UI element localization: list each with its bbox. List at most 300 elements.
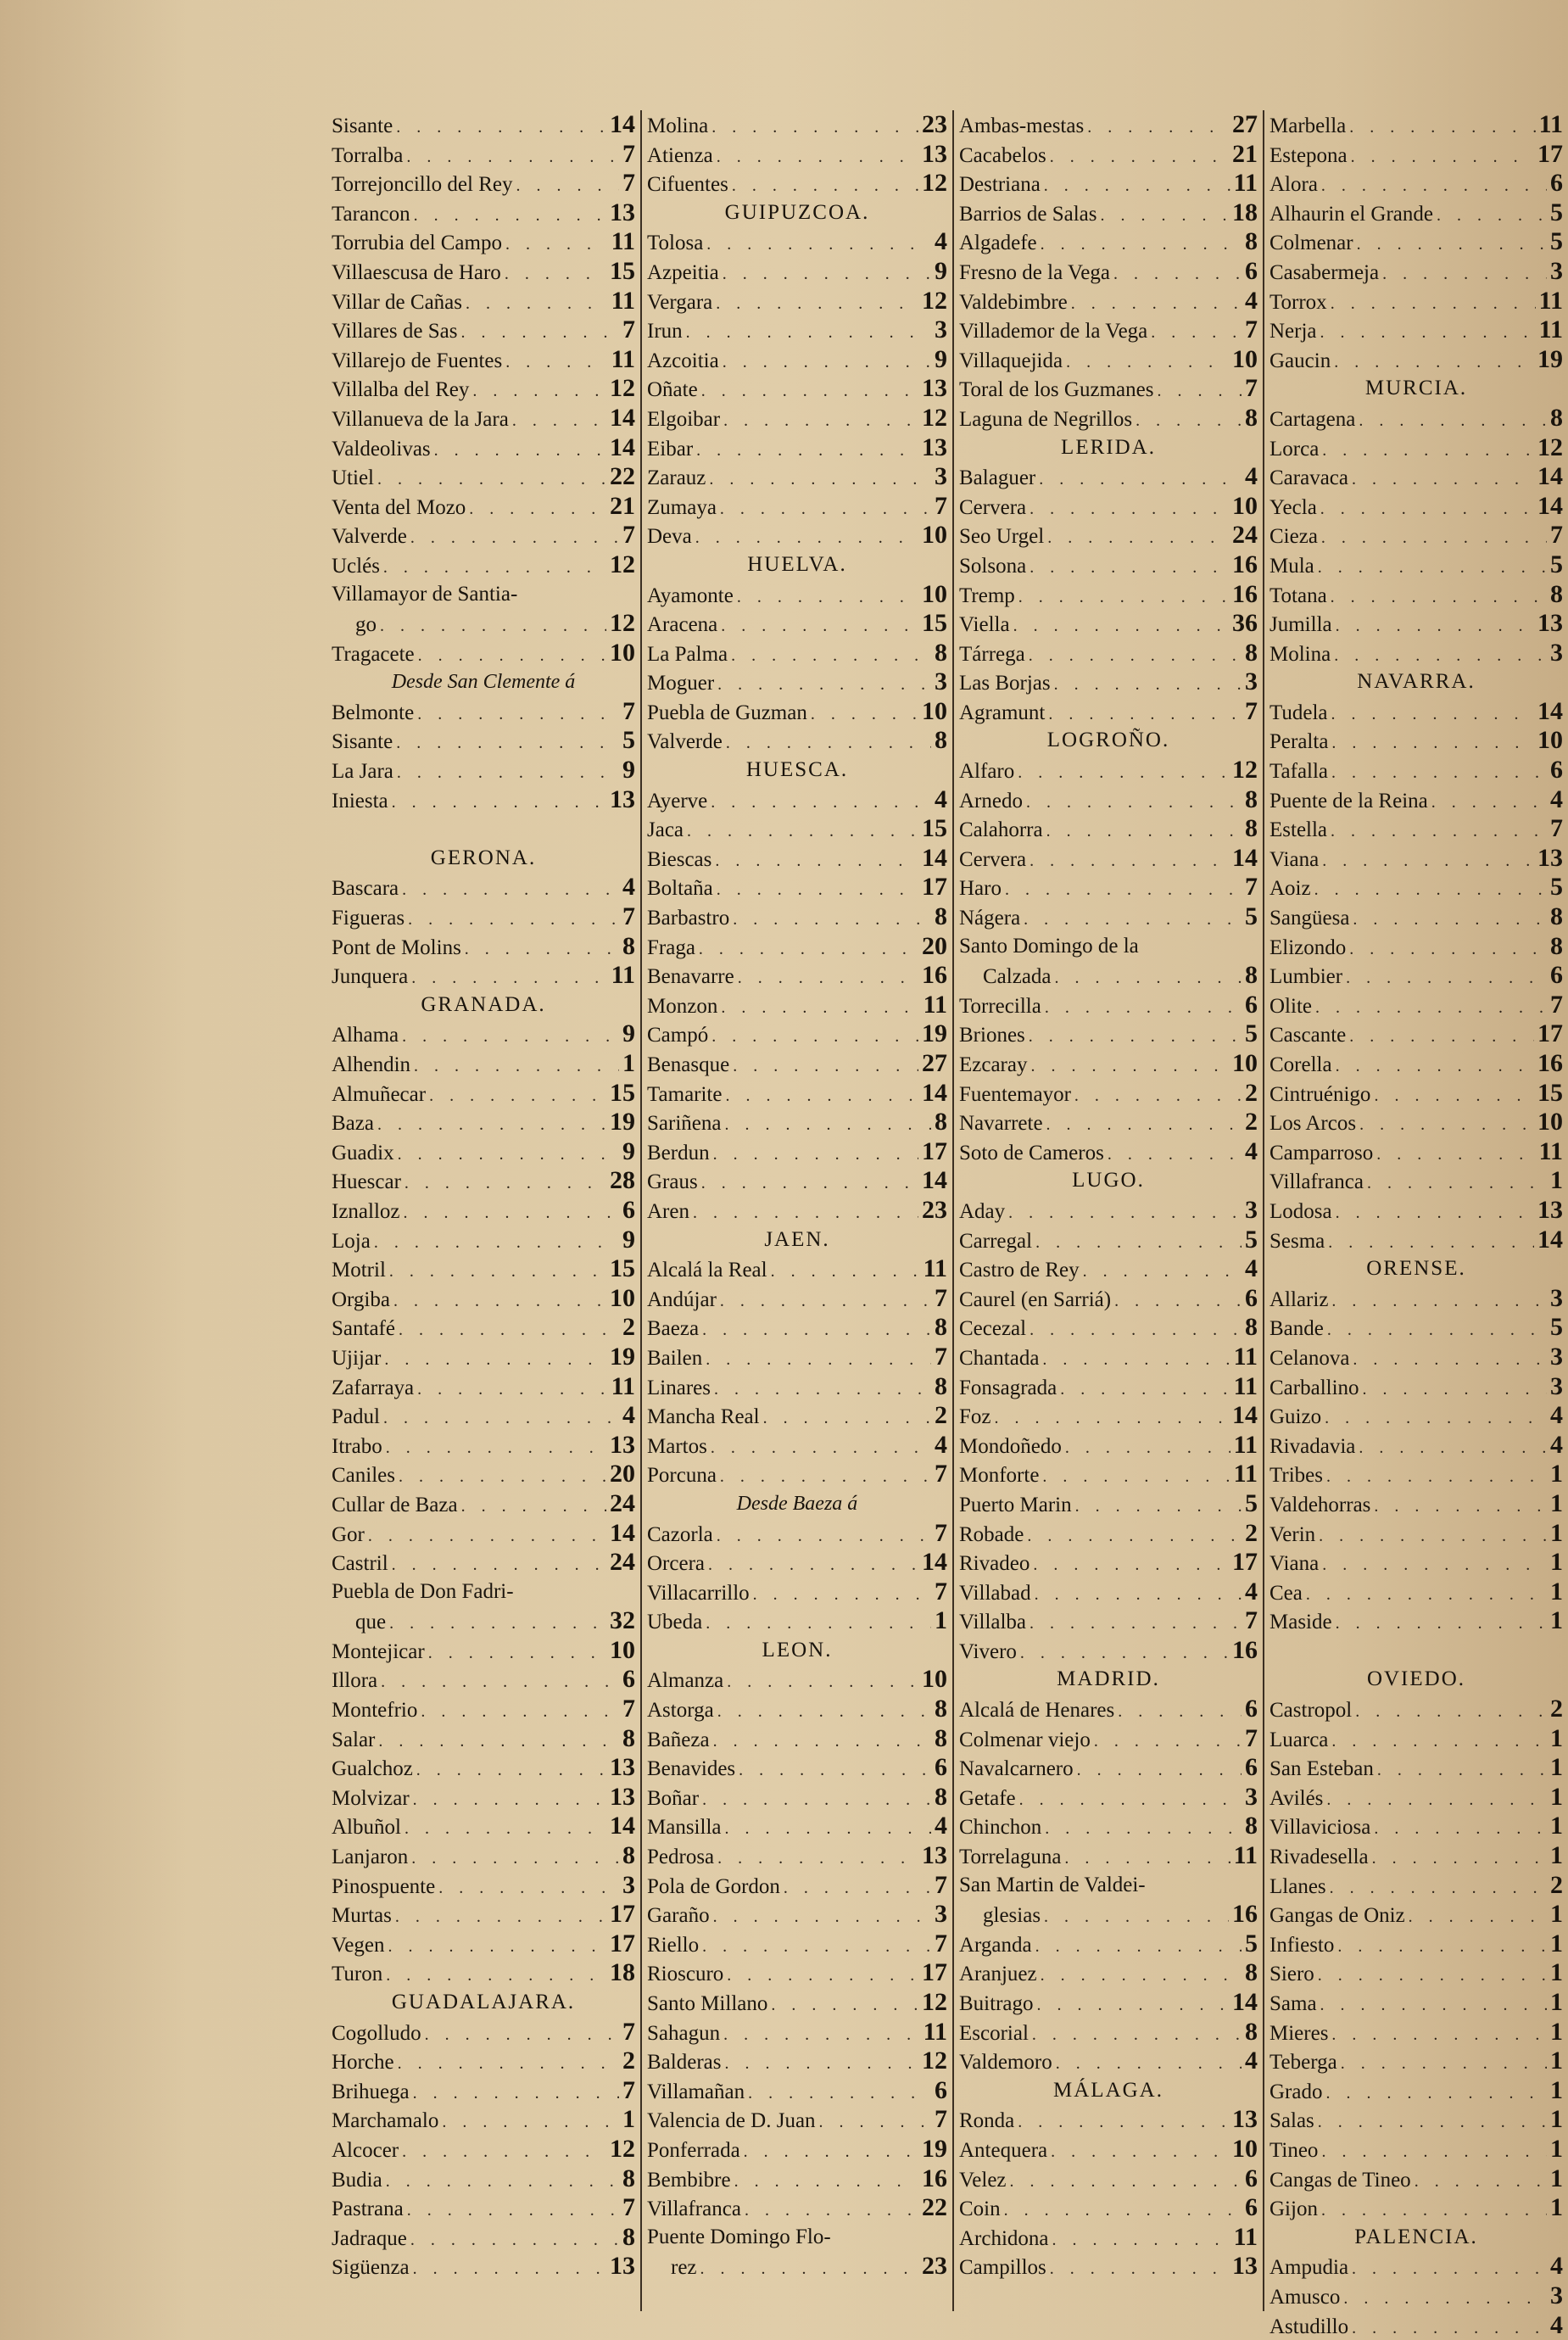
- place-name: glesias: [983, 1904, 1041, 1928]
- table-row: [954, 1606, 1263, 1636]
- province-heading: [954, 2076, 1263, 2106]
- table-row: [326, 169, 640, 198]
- leader-dots: [501, 260, 606, 287]
- leader-dots: [698, 377, 918, 404]
- leader-dots: [717, 1462, 931, 1489]
- place-name: Colmenar: [1269, 232, 1353, 255]
- leader-dots: [1337, 2049, 1547, 2076]
- leader-dots: [734, 583, 918, 610]
- table-row: [642, 1988, 952, 2018]
- leader-dots: [1037, 1961, 1242, 1988]
- distance-value: 1: [1550, 2047, 1563, 2075]
- table-row: [954, 639, 1263, 668]
- table-row: [642, 697, 952, 727]
- place-name: Tudela: [1269, 701, 1328, 724]
- table-row: [642, 1254, 952, 1284]
- leader-dots: [384, 1932, 606, 1959]
- table-row: [1264, 1313, 1568, 1343]
- leader-dots: [1043, 817, 1242, 844]
- leader-dots: [722, 1814, 932, 1841]
- table-row: [642, 961, 952, 991]
- distance-value: 16: [1232, 1900, 1258, 1929]
- leader-dots: [1114, 1697, 1242, 1724]
- province-name: NAVARRA.: [1357, 670, 1476, 694]
- table-row: [1264, 1871, 1568, 1901]
- place-name: Chinchon: [959, 1816, 1042, 1840]
- table-row: [642, 785, 952, 815]
- leader-dots: [711, 846, 918, 874]
- place-name: Boltaña: [647, 877, 713, 901]
- distance-value: 10: [1537, 1108, 1563, 1136]
- table-row: [326, 1343, 640, 1372]
- place-name: Fresno de la Vega: [959, 260, 1110, 284]
- place-name: Caravaca: [1269, 466, 1348, 490]
- table-row: [954, 1724, 1263, 1754]
- distance-value: 7: [935, 491, 947, 520]
- leader-dots: [1039, 1345, 1230, 1372]
- leader-dots: [1023, 788, 1242, 815]
- leader-dots: [1318, 523, 1547, 550]
- leader-dots: [1091, 1727, 1242, 1754]
- table-row: [326, 1812, 640, 1841]
- leader-dots: [807, 700, 918, 727]
- table-row: [954, 580, 1263, 610]
- distance-value: 2: [1550, 1870, 1563, 1899]
- table-row: [642, 1019, 952, 1049]
- distance-value: 4: [1550, 1401, 1563, 1430]
- distance-value: 7: [935, 1577, 947, 1606]
- distance-value: 10: [610, 1283, 635, 1312]
- table-row: [642, 1460, 952, 1489]
- place-name: Villafranca: [1269, 1170, 1364, 1194]
- place-name: Villalba: [959, 1611, 1027, 1634]
- distance-value: 8: [1550, 579, 1563, 608]
- table-row: [326, 2076, 640, 2106]
- distance-value: 1: [1550, 2105, 1563, 2134]
- distance-value: 6: [1550, 961, 1563, 990]
- table-row: [1264, 1958, 1568, 1988]
- distance-value: 12: [922, 286, 947, 315]
- distance-value: 7: [935, 1518, 947, 1547]
- distance-value: 6: [935, 1753, 947, 1782]
- distance-value: 14: [610, 1518, 635, 1547]
- place-name: Alhama: [332, 1024, 399, 1047]
- place-name: Benavarre: [647, 965, 734, 989]
- place-name: Monforte: [959, 1464, 1040, 1488]
- leader-dots: [399, 1022, 619, 1049]
- table-row: [642, 404, 952, 433]
- table-row: [954, 902, 1263, 932]
- distance-value: 11: [1233, 1460, 1258, 1488]
- place-name: Colmenar viejo: [959, 1728, 1091, 1751]
- leader-dots: [729, 905, 931, 932]
- place-name: Ampudia: [1269, 2256, 1349, 2280]
- place-name: Caurel (en Sarriá): [959, 1287, 1112, 1311]
- distance-value: 21: [1232, 139, 1258, 168]
- leader-dots: [728, 641, 931, 668]
- leader-dots: [1020, 905, 1242, 932]
- leader-dots: [1314, 1961, 1547, 1988]
- table-row: [326, 1519, 640, 1549]
- table-row: [954, 287, 1263, 316]
- place-name: Turon: [332, 1963, 383, 1986]
- distance-value: 11: [1233, 169, 1258, 198]
- distance-value: 14: [1537, 462, 1563, 491]
- distance-value: 2: [1245, 1518, 1258, 1547]
- table-row: [326, 521, 640, 550]
- leader-dots: [1153, 377, 1242, 404]
- place-name: Viella: [959, 613, 1010, 637]
- place-name: Archidona: [959, 2226, 1049, 2250]
- place-name: Valdemoro: [959, 2051, 1052, 2075]
- place-name: Tremp: [959, 584, 1015, 607]
- table-row: [1264, 1226, 1568, 1255]
- distance-value: 6: [1245, 990, 1258, 1019]
- leader-dots: [1356, 1110, 1534, 1137]
- leader-dots: [1327, 817, 1547, 844]
- place-name: Marbella: [1269, 114, 1347, 137]
- distance-value: 7: [1550, 814, 1563, 843]
- subheading: [326, 667, 640, 697]
- leader-dots: [502, 348, 607, 375]
- distance-value: 3: [935, 316, 947, 344]
- table-row: [642, 140, 952, 170]
- leader-dots: [1327, 583, 1547, 610]
- distance-value: 11: [1233, 1430, 1258, 1459]
- table-row: [642, 1108, 952, 1137]
- table-row: [954, 2252, 1263, 2281]
- place-name: Allariz: [1269, 1287, 1329, 1311]
- distance-value: 8: [935, 1695, 947, 1723]
- leader-dots: [1039, 1462, 1230, 1489]
- distance-value: 13: [610, 1782, 635, 1811]
- distance-value: 13: [610, 1430, 635, 1459]
- place-name: Mansilla: [647, 1816, 722, 1840]
- table-row: [954, 1431, 1263, 1460]
- leader-dots: [461, 935, 619, 962]
- leader-dots: [708, 1022, 918, 1049]
- column-4: [1263, 110, 1568, 2339]
- distance-value: 1: [1550, 1753, 1563, 1782]
- distance-value: 9: [622, 1225, 635, 1254]
- table-row: [1264, 873, 1568, 902]
- distance-value: 7: [622, 2017, 635, 2046]
- leader-dots: [1074, 1756, 1242, 1783]
- leader-dots: [386, 1257, 606, 1284]
- place-name: Caniles: [332, 1464, 395, 1488]
- place-name: Olite: [1269, 994, 1312, 1018]
- distance-value: 10: [1232, 2134, 1258, 2163]
- table-row: [642, 2252, 952, 2281]
- place-name: Alora: [1269, 173, 1318, 197]
- leader-dots: [393, 113, 606, 140]
- table-row: [642, 1841, 952, 1871]
- place-name: Haro: [959, 877, 1002, 901]
- leader-dots: [1057, 1375, 1230, 1402]
- province-heading: [954, 726, 1263, 756]
- leader-dots: [721, 1110, 931, 1137]
- table-row: [954, 1930, 1263, 1959]
- place-name: Moguer: [647, 672, 715, 695]
- table-row: [642, 169, 952, 198]
- leader-dots: [1110, 260, 1242, 287]
- leader-dots: [399, 2137, 606, 2164]
- distance-value: 11: [1538, 286, 1563, 315]
- distance-value: 3: [935, 1900, 947, 1929]
- place-name: Murtas: [332, 1904, 392, 1928]
- leader-dots: [699, 1785, 931, 1812]
- distance-value: 1: [1550, 1488, 1563, 1517]
- table-row: [326, 1900, 640, 1930]
- distance-value: 7: [622, 1695, 635, 1723]
- leader-dots: [1044, 523, 1229, 550]
- distance-value: 11: [923, 1254, 947, 1283]
- place-name: Benavides: [647, 1757, 736, 1781]
- place-name: Alhaurin el Grande: [1269, 202, 1433, 226]
- place-name: Ezcaray: [959, 1053, 1028, 1076]
- place-name: Valverde: [647, 730, 723, 754]
- distance-value: 1: [1550, 1518, 1563, 1547]
- distance-value: 11: [1233, 1841, 1258, 1870]
- leader-dots: [703, 230, 931, 257]
- table-row: [326, 1783, 640, 1812]
- leader-dots: [816, 2108, 931, 2135]
- place-name: Estepona: [1269, 143, 1348, 167]
- place-name: Pinospuente: [332, 1874, 436, 1898]
- distance-value: 3: [1245, 1782, 1258, 1811]
- distance-value: 1: [1550, 1929, 1563, 1957]
- distance-value: 3: [622, 1870, 635, 1899]
- table-row: [954, 2193, 1263, 2223]
- leader-dots: [1332, 1609, 1547, 1636]
- province-name: MURCIA.: [1364, 377, 1468, 400]
- distance-value: 10: [1232, 344, 1258, 373]
- leader-dots: [1047, 2137, 1229, 2164]
- place-name: Sama: [1269, 1992, 1317, 2015]
- leader-dots: [713, 875, 918, 902]
- province-heading: [326, 1988, 640, 2018]
- place-name: Aren: [647, 1199, 689, 1223]
- distance-value: 4: [1550, 2310, 1563, 2339]
- place-name: Villaquejida: [959, 349, 1063, 372]
- leader-dots: [1379, 260, 1547, 287]
- table-row: [326, 1166, 640, 1196]
- table-row: [642, 1313, 952, 1343]
- place-name: Tafalla: [1269, 760, 1329, 784]
- table-row: [1264, 1578, 1568, 1607]
- distance-value: 19: [922, 1019, 947, 1048]
- table-row: [326, 2223, 640, 2253]
- leader-dots: [1046, 2254, 1229, 2281]
- table-row: [326, 374, 640, 404]
- distance-value: 7: [935, 1283, 947, 1312]
- place-name: Villanueva de la Jara: [332, 407, 509, 431]
- place-name: Valdehorras: [1269, 1493, 1371, 1516]
- leader-dots: [1428, 788, 1547, 815]
- distance-value: 8: [1550, 931, 1563, 960]
- place-name: Torralba: [332, 143, 404, 167]
- leader-dots: [399, 875, 619, 902]
- leader-dots: [417, 1697, 619, 1724]
- place-name: Bascara: [332, 877, 399, 901]
- distance-value: 5: [1245, 1929, 1258, 1957]
- table-row: [1264, 1372, 1568, 1402]
- distance-value: 7: [622, 696, 635, 725]
- leader-dots: [693, 436, 918, 463]
- table-row: [954, 609, 1263, 639]
- leader-dots: [710, 1727, 931, 1754]
- table-row: [1264, 1019, 1568, 1049]
- place-name: Carballino: [1269, 1376, 1359, 1399]
- table-row: [326, 785, 640, 815]
- leader-dots: [1405, 1902, 1547, 1930]
- place-name: Orcera: [647, 1552, 705, 1576]
- place-name: Irun: [647, 320, 683, 343]
- leader-dots: [697, 2254, 918, 2281]
- place-name: Sariñena: [647, 1112, 722, 1136]
- leader-dots: [414, 700, 619, 727]
- leader-dots: [750, 1580, 931, 1607]
- distance-value: 11: [923, 2017, 947, 2046]
- leader-dots: [1312, 993, 1547, 1020]
- table-row: [954, 2105, 1263, 2135]
- table-row: [1264, 1548, 1568, 1578]
- place-name: Nágera: [959, 907, 1021, 930]
- leader-dots: [728, 171, 918, 198]
- distance-value: 8: [1245, 2017, 1258, 2046]
- place-name: Azcoitia: [647, 349, 719, 372]
- table-row: [326, 2105, 640, 2135]
- table-row: [642, 1401, 952, 1431]
- table-row: [642, 2105, 952, 2135]
- place-name: Villarejo de Fuentes: [332, 349, 503, 372]
- table-row: [954, 1958, 1263, 1988]
- place-name: Baza: [332, 1112, 374, 1136]
- distance-value: 8: [935, 902, 947, 931]
- place-name: Casabermeja: [1269, 260, 1380, 284]
- table-row: [1264, 1343, 1568, 1372]
- place-name: Cintruénigo: [1269, 1082, 1371, 1106]
- table-row: [326, 1636, 640, 1666]
- table-row: [642, 2135, 952, 2164]
- leader-dots: [407, 523, 619, 550]
- leader-dots: [401, 1814, 606, 1841]
- place-name: Martos: [647, 1434, 707, 1458]
- place-name: Santafé: [332, 1317, 395, 1341]
- leader-dots: [707, 1433, 931, 1460]
- table-row: [1264, 1930, 1568, 1959]
- table-row: [642, 521, 952, 550]
- leader-dots: [731, 2167, 918, 2194]
- leader-dots: [702, 1609, 931, 1636]
- table-row: [1264, 316, 1568, 345]
- table-row: [1264, 2164, 1568, 2194]
- place-name: Deva: [647, 525, 692, 549]
- table-row: [954, 785, 1263, 815]
- distance-value: 6: [1245, 1695, 1258, 1723]
- distance-value: 9: [622, 756, 635, 785]
- table-row: [642, 1606, 952, 1636]
- table-row: [1264, 902, 1568, 932]
- distance-value: 12: [610, 550, 635, 578]
- place-name: Avilés: [1269, 1786, 1324, 1810]
- table-row: [1264, 1401, 1568, 1431]
- table-row: [1264, 1284, 1568, 1314]
- distance-value: 12: [610, 374, 635, 403]
- distance-value: 7: [622, 2193, 635, 2222]
- distance-value: 8: [622, 2164, 635, 2192]
- place-name: Ujijar: [332, 1346, 382, 1370]
- leader-dots: [382, 1433, 606, 1460]
- leader-dots: [1355, 1433, 1547, 1460]
- distance-value: 7: [935, 1460, 947, 1488]
- table-row: [954, 1372, 1263, 1402]
- distance-value: 6: [622, 1665, 635, 1694]
- table-row: [954, 1460, 1263, 1489]
- place-name: Puente Domingo Flo-: [647, 2225, 831, 2248]
- place-name: Algadefe: [959, 232, 1037, 255]
- place-name: Alhendin: [332, 1053, 411, 1076]
- place-name: que: [355, 1611, 387, 1634]
- distance-value: 10: [922, 696, 947, 725]
- table-row: [326, 1548, 640, 1578]
- distance-value: 8: [622, 1841, 635, 1870]
- place-name: Cervera: [959, 495, 1027, 519]
- leader-dots: [1071, 1081, 1242, 1109]
- table-row: [1264, 2193, 1568, 2223]
- table-row: [1264, 2018, 1568, 2047]
- distance-value: 24: [1232, 521, 1258, 550]
- place-name: Figueras: [332, 907, 405, 930]
- table-row: [1264, 433, 1568, 463]
- distance-value: 14: [922, 1078, 947, 1107]
- distance-value: 7: [1245, 696, 1258, 725]
- place-name: Campó: [647, 1024, 709, 1047]
- leader-dots: [400, 1198, 619, 1226]
- distance-value: 4: [1245, 1577, 1258, 1606]
- place-name: Lumbier: [1269, 965, 1343, 989]
- leader-dots: [1032, 1228, 1242, 1255]
- distance-value: 13: [610, 785, 635, 813]
- place-name: Escorial: [959, 2021, 1029, 2045]
- leader-dots: [1318, 171, 1547, 198]
- place-name: Vivero: [959, 1639, 1017, 1663]
- distance-value: 8: [1245, 1313, 1258, 1342]
- distance-value: 7: [1245, 1723, 1258, 1752]
- province-name: GRANADA.: [421, 992, 546, 1016]
- distance-value: 12: [610, 2134, 635, 2163]
- place-name: Tamarite: [647, 1082, 723, 1106]
- distance-value: 1: [622, 1049, 635, 1077]
- distance-value: 7: [935, 1342, 947, 1371]
- province-name: LUGO.: [1072, 1169, 1145, 1192]
- leader-dots: [1331, 641, 1547, 668]
- place-name: Tineo: [1269, 2138, 1319, 2162]
- place-name: Motril: [332, 1259, 386, 1282]
- leader-dots: [457, 318, 619, 345]
- place-name: Astorga: [647, 1699, 714, 1723]
- distance-value: 17: [1537, 139, 1563, 168]
- leader-dots: [1072, 1492, 1242, 1519]
- table-row: [1264, 1049, 1568, 1079]
- distance-value: 9: [622, 1019, 635, 1048]
- distance-value: 6: [935, 2075, 947, 2104]
- distance-value: 5: [1550, 873, 1563, 902]
- table-row: [954, 198, 1263, 228]
- province-name: JAEN.: [764, 1227, 830, 1251]
- distance-value: 7: [622, 169, 635, 198]
- distance-value: 8: [1245, 961, 1258, 990]
